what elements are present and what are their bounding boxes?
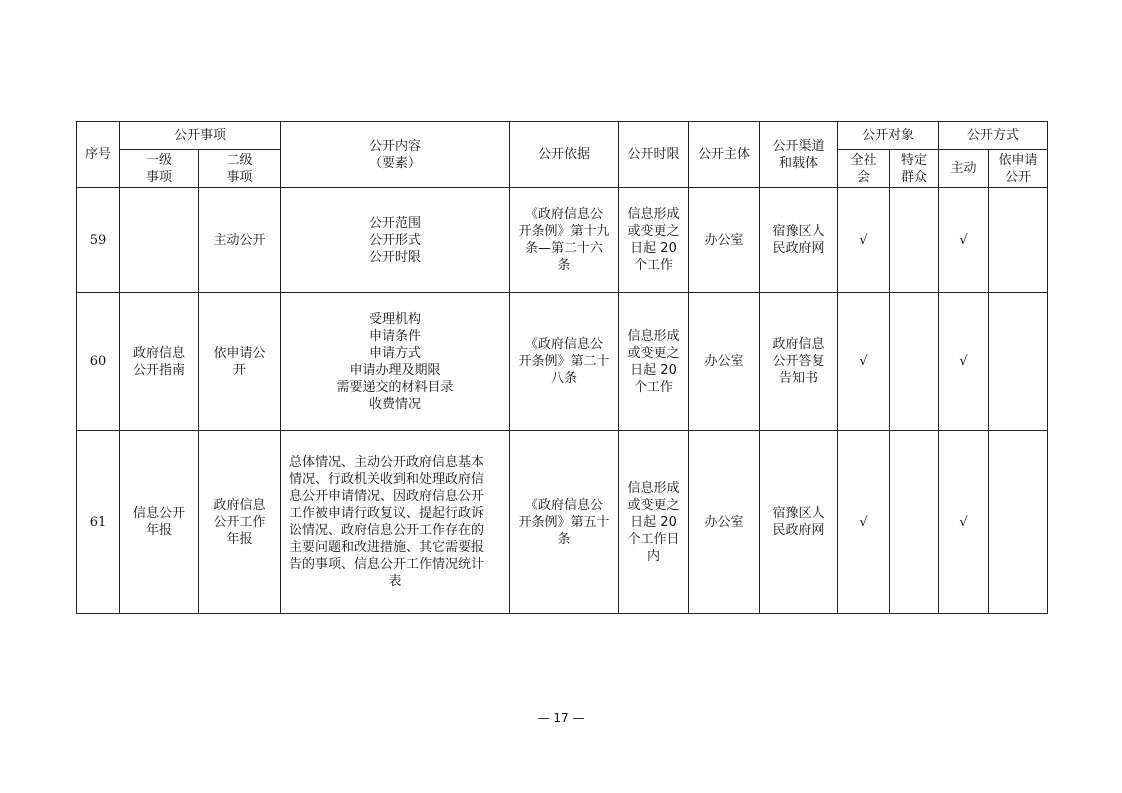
row-subject: 办公室 bbox=[689, 293, 760, 431]
row-level2: 主动公开 bbox=[199, 188, 281, 293]
row-time: 信息形成 或变更之 日起 20 个工作 bbox=[619, 293, 689, 431]
row-target-special bbox=[890, 293, 939, 431]
row-content: 公开范围 公开形式 公开时限 bbox=[281, 188, 510, 293]
row-seq: 61 bbox=[77, 431, 120, 614]
row-seq: 59 bbox=[77, 188, 120, 293]
header-target: 公开对象 bbox=[838, 122, 939, 150]
row-level2: 依申请公 开 bbox=[199, 293, 281, 431]
header-target-special: 特定 群众 bbox=[890, 150, 939, 188]
row-target-special bbox=[890, 431, 939, 614]
row-method-active: √ bbox=[939, 431, 989, 614]
header-channel: 公开渠道 和载体 bbox=[760, 122, 838, 188]
row-level1 bbox=[120, 188, 199, 293]
disclosure-table bbox=[76, 121, 1048, 614]
header-method: 公开方式 bbox=[939, 122, 1048, 150]
row-level2: 政府信息 公开工作 年报 bbox=[199, 431, 281, 614]
header-subject: 公开主体 bbox=[689, 122, 760, 188]
page-number: — 17 — bbox=[537, 711, 585, 725]
row-target-all: √ bbox=[838, 293, 890, 431]
header-time: 公开时限 bbox=[619, 122, 689, 188]
table-row bbox=[77, 431, 1048, 614]
row-level1: 信息公开 年报 bbox=[120, 431, 199, 614]
row-method-request bbox=[989, 293, 1048, 431]
header-method-request: 依申请 公开 bbox=[989, 150, 1048, 188]
row-seq: 60 bbox=[77, 293, 120, 431]
header-method-active: 主动 bbox=[939, 150, 989, 188]
header-content: 公开内容 （要素） bbox=[281, 122, 510, 188]
row-basis: 《政府信息公 开条例》第十九 条—第二十六 条 bbox=[510, 188, 619, 293]
row-target-all: √ bbox=[838, 188, 890, 293]
row-time: 信息形成 或变更之 日起 20 个工作日 内 bbox=[619, 431, 689, 614]
row-level1: 政府信息 公开指南 bbox=[120, 293, 199, 431]
row-method-active: √ bbox=[939, 188, 989, 293]
row-target-special bbox=[890, 188, 939, 293]
row-channel: 宿豫区人 民政府网 bbox=[760, 431, 838, 614]
header-seq: 序号 bbox=[77, 122, 120, 188]
row-method-request bbox=[989, 188, 1048, 293]
header-item: 公开事项 bbox=[120, 122, 281, 150]
row-subject: 办公室 bbox=[689, 431, 760, 614]
header-level2: 二级 事项 bbox=[199, 150, 281, 188]
row-channel: 政府信息 公开答复 告知书 bbox=[760, 293, 838, 431]
row-method-request bbox=[989, 431, 1048, 614]
row-time: 信息形成 或变更之 日起 20 个工作 bbox=[619, 188, 689, 293]
row-content: 总体情况、主动公开政府信息基本 情况、行政机关收到和处理政府信 息公开申请情况、因政府信息公开 工作被申请行政复议、提起行政诉 讼情况、政府信息公开工作存在的 主要问题和改进措施、其它需要报 告的事项、信息公开工作情况统计 表 bbox=[281, 431, 510, 614]
row-method-active: √ bbox=[939, 293, 989, 431]
table-row bbox=[77, 188, 1048, 293]
header-target-all: 全社 会 bbox=[838, 150, 890, 188]
table-row bbox=[77, 293, 1048, 431]
row-channel: 宿豫区人 民政府网 bbox=[760, 188, 838, 293]
row-target-all: √ bbox=[838, 431, 890, 614]
row-subject: 办公室 bbox=[689, 188, 760, 293]
header-level1: 一级 事项 bbox=[120, 150, 199, 188]
header-basis: 公开依据 bbox=[510, 122, 619, 188]
row-content: 受理机构 申请条件 申请方式 申请办理及期限 需要递交的材料目录 收费情况 bbox=[281, 293, 510, 431]
row-basis: 《政府信息公 开条例》第二十 八条 bbox=[510, 293, 619, 431]
row-basis: 《政府信息公 开条例》第五十 条 bbox=[510, 431, 619, 614]
